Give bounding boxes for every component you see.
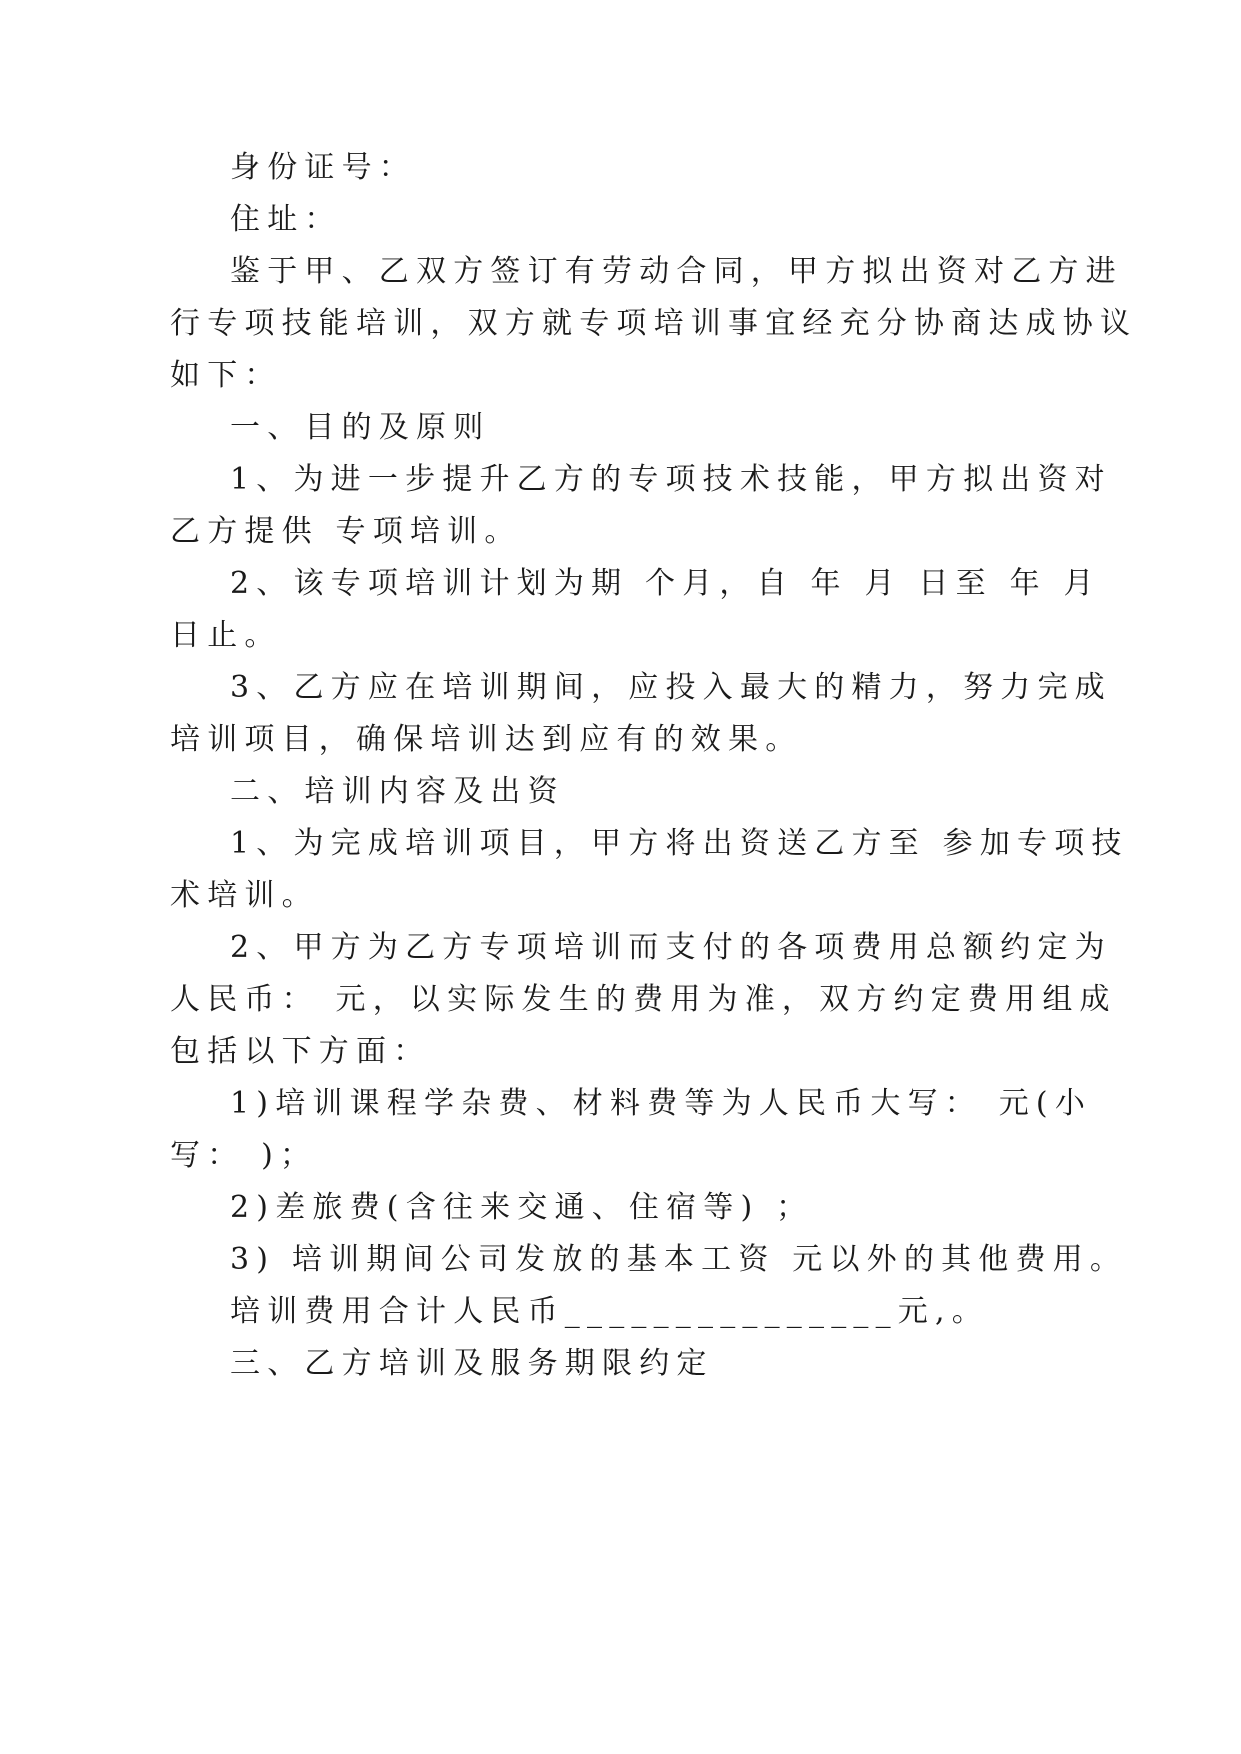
clause-1-2-line-2: 日止。 [170,618,282,653]
preamble-line-1: 鉴于甲、乙双方签订有劳动合同，甲方拟出资对乙方进 [230,254,1123,289]
fee-item-3: 3) 培训期间公司发放的基本工资 元以外的其他费用。 [230,1242,1128,1277]
clause-1-3-line-1: 3、乙方应在培训期间，应投入最大的精力，努力完成 [230,670,1112,705]
clause-2-1-line-2: 术培训。 [170,878,319,913]
clause-2-2-line-2: 人民币： 元，以实际发生的费用为准，双方约定费用组成 [170,982,1117,1017]
preamble-line-3: 如下： [170,358,282,393]
address-label: 住址： [230,202,342,237]
clause-2-2-line-1: 2、甲方为乙方专项培训而支付的各项费用总额约定为 [230,930,1112,965]
clause-1-1-line-1: 1、为进一步提升乙方的专项技术技能，甲方拟出资对 [230,462,1112,497]
fee-item-1-line-2: 写： )； [170,1138,318,1173]
clause-1-3-line-2: 培训项目，确保培训达到应有的效果。 [170,722,803,757]
preamble-line-2: 行专项技能培训，双方就专项培训事宜经充分协商达成协议 [170,306,1138,341]
clause-1-2-line-1: 2、该专项培训计划为期 个月，自 年 月 日至 年 月 [230,566,1101,601]
id-number-label: 身份证号： [230,150,416,185]
section-heading-1: 一、目的及原则 [230,410,491,445]
clause-2-1-line-1: 1、为完成培训项目，甲方将出资送乙方至 参加专项技 [230,826,1129,861]
clause-1-1-line-2: 乙方提供 专项培训。 [170,514,522,549]
fee-item-1-line-1: 1)培训课程学杂费、材料费等为人民币大写： 元(小 [230,1086,1093,1121]
fee-total: 培训费用合计人民币_______________元,。 [230,1294,989,1329]
section-heading-2: 二、培训内容及出资 [230,774,565,809]
section-heading-3: 三、乙方培训及服务期限约定 [230,1346,714,1381]
clause-2-2-line-3: 包括以下方面： [170,1034,431,1069]
fee-item-2: 2)差旅费(含往来交通、住宿等) ； [230,1190,814,1225]
